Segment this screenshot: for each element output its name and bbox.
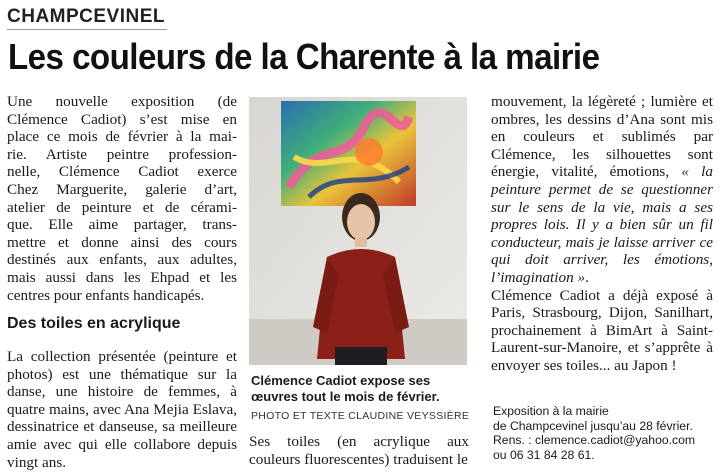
contact-phone: ou 06 31 84 28 61. xyxy=(493,447,595,462)
section-kicker: CHAMPCEVINEL xyxy=(7,6,166,27)
painting xyxy=(281,101,416,206)
text-line: mettre et donne ainsi des cours xyxy=(7,233,237,251)
text-line: Chez Marguerite, galerie d’art, xyxy=(7,180,237,198)
artist-quote: « la peinture permet de se questionner sur le sens de la vie, mais a ses propres lois. Il y a bien sûr un fil conducteur, mais je laisse arriver ce qui doit arriver, les émotions, l’imagination » xyxy=(491,163,713,286)
article-headline: Les couleurs de la Charente à la mairie xyxy=(8,36,600,77)
column-3-paragraph-1 xyxy=(491,93,713,287)
photo-caption: Clémence Cadiot expose ses œuvres tout le mois de février. xyxy=(251,373,440,404)
kicker-underline xyxy=(7,29,167,30)
column-3-paragraph-2: Clémence Cadiot a déjà exposé à Paris, Strasbourg, Dijon, Sanilhart, prochainement à BimArt à Saint-Laurent-sur-Manoire, et s’apprête à envoyer ses toiles... au Japon ! xyxy=(491,286,713,374)
photo-illustration xyxy=(249,97,467,365)
text-line: Une nouvelle exposition (de xyxy=(7,93,237,110)
text-line: atelier de peinture et de cérami- xyxy=(7,198,237,216)
text-run: . xyxy=(585,268,589,286)
contact-email: Rens. : clemence.cadiot@yahoo.com xyxy=(493,433,696,448)
text-line: mais aussi dans les Ehpad et les xyxy=(7,268,237,286)
text-line: destinés aux enfants, aux adultes, xyxy=(7,251,237,269)
text-line: que. Elle aime partager, trans- xyxy=(7,216,237,234)
article-column-3 xyxy=(491,93,713,375)
artist-photo xyxy=(249,97,467,365)
info-line: de Champcevinel jusqu’au 28 février. xyxy=(493,418,693,433)
intro-paragraph xyxy=(7,93,237,304)
photo-credit: PHOTO ET TEXTE CLAUDINE VEYSSIÈRE xyxy=(251,410,470,422)
article-column-2-text: Ses toiles (en acrylique aux couleurs fluorescentes) traduisent le xyxy=(249,433,469,468)
text-line: Clémence Cadiot) s’est mise en xyxy=(7,110,237,128)
text-line: place ce mois de février à la mai- xyxy=(7,128,237,146)
text-line: centres pour enfants handicapés. xyxy=(7,286,205,304)
text-run: mouvement, la légèreté ; lumière et ombres, les dessins d’Ana sont mis en couleurs et sublimés par Clémence, les silhouettes sont énergie, vitalité, émotions, xyxy=(491,93,713,181)
text-line: rie. Artiste peintre profession- xyxy=(7,145,237,163)
article-column-1 xyxy=(7,93,237,304)
collection-paragraph: La collection présentée (peinture et photos) est une thématique sur la danse, une histoire de femmes, à quatre mains, avec Ana Mejia Eslava, dessinatrice et danseuse, sa meilleure amie avec qui elle collabore depuis vingt ans. xyxy=(7,348,237,471)
practical-info-box xyxy=(493,404,715,462)
info-line: Exposition à la mairie xyxy=(493,404,609,418)
article-subheading: Des toiles en acrylique xyxy=(7,315,181,332)
text-line: nelle, Clémence Cadiot exerce xyxy=(7,163,237,181)
